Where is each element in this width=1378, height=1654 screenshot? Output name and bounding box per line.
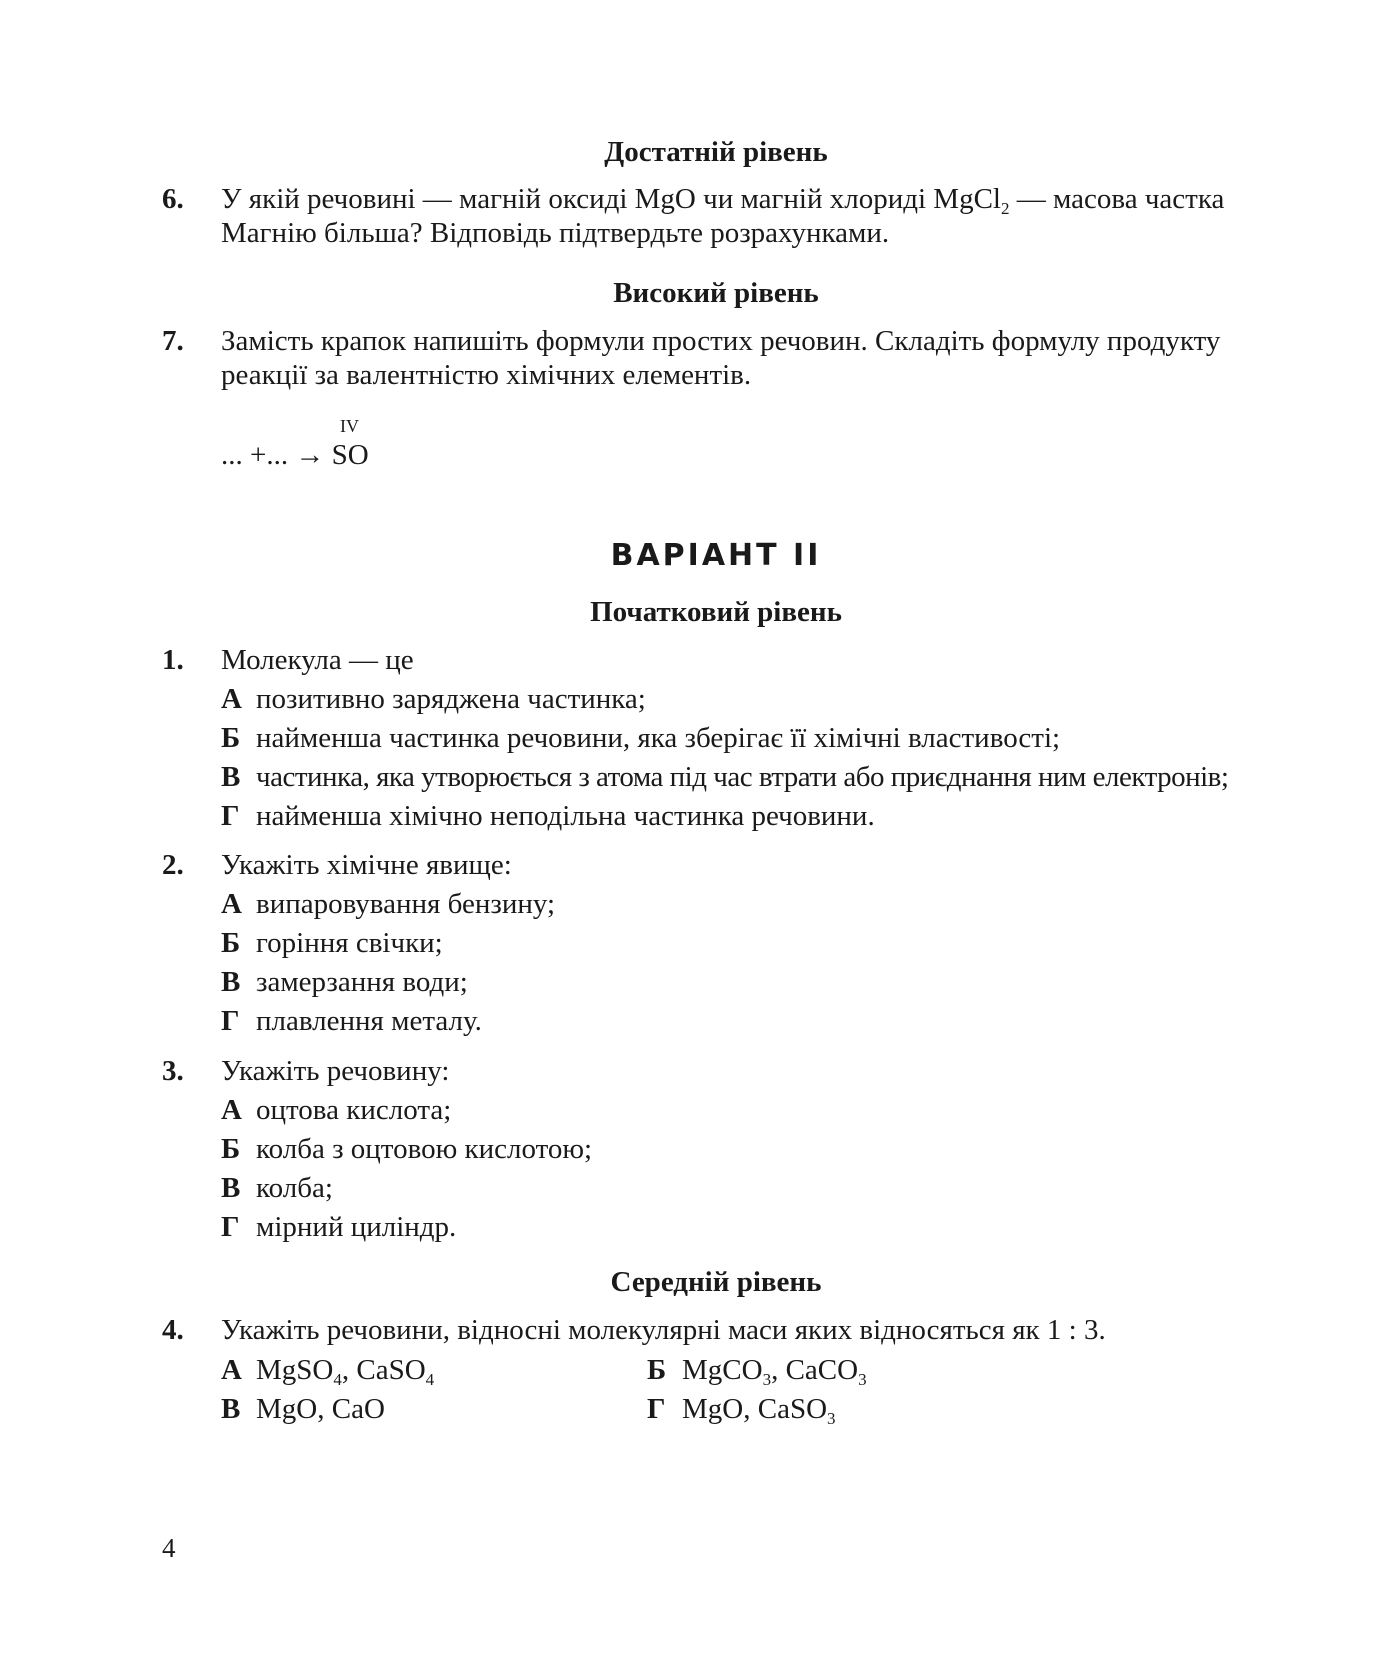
question-6-number: 6. — [162, 183, 184, 215]
question-3-option-v: В колба; — [221, 1172, 333, 1204]
question-6-text — [221, 182, 1281, 250]
question-1-option-v: В частинка, яка утворюється з атома під час втрати або приєднання ним електронів; — [221, 761, 1229, 793]
question-2-option-g: Г плавлення металу. — [221, 1005, 482, 1037]
section-heading-initial: Початковий рівень — [590, 596, 842, 628]
question-7-line-1: Замість крапок напишіть формули простих речовин. Складіть формулу продукту — [221, 325, 1221, 357]
question-1-text: Молекула — це — [221, 644, 414, 676]
question-1-option-g: Г найменша хімічно неподільна частинка речовини. — [221, 800, 875, 832]
question-4-option-b: Б MgCO$_3$, CaCO$_3$ — [647, 1354, 867, 1389]
valence-label: IV — [340, 416, 359, 436]
page-number: 4 — [162, 1533, 176, 1563]
question-3-option-a: А оцтова кислота; — [221, 1094, 452, 1126]
section-heading-high: Високий рівень — [613, 277, 819, 309]
question-4-text: Укажіть речовини, відносні молекулярні маси яких відносяться як 1 : 3. — [221, 1314, 1106, 1346]
question-6-line-2: Магнію більша? Відповідь підтвердьте розрахунками. — [221, 217, 890, 249]
question-4-option-g: Г MgO, CaSO$_3$ — [647, 1393, 836, 1428]
question-2-option-a: А випаровування бензину; — [221, 888, 556, 920]
question-4-option-a: А MgSO$_4$, CaSO$_4$ — [221, 1354, 435, 1389]
section-heading-sufficient: Достатній рівень — [604, 136, 828, 168]
section-heading-medium: Середній рівень — [610, 1266, 822, 1298]
question-2-number: 2. — [162, 849, 184, 881]
question-6-line-1: У якій речовині — магній оксиді MgO чи магній хлориді MgCl$_2$ — масова частка — [221, 183, 1225, 218]
question-1-number: 1. — [162, 644, 184, 676]
question-7-line-2: реакції за валентністю хімічних елементів. — [221, 359, 752, 391]
question-2-option-b: Б горіння свічки; — [221, 927, 443, 959]
question-3-number: 3. — [162, 1055, 184, 1087]
question-3-option-g: Г мірний циліндр. — [221, 1211, 457, 1243]
question-4-number: 4. — [162, 1314, 184, 1346]
question-4-option-v: В MgO, CaO — [221, 1393, 385, 1425]
reaction-equation: ... +... → SO — [221, 439, 369, 471]
question-7-text — [221, 324, 1281, 392]
variant-title: ВАРІАНТ II — [610, 538, 822, 573]
question-1-option-a: А позитивно заряджена частинка; — [221, 683, 646, 715]
question-2-text: Укажіть хімічне явище: — [221, 849, 512, 881]
question-3-option-b: Б колба з оцтовою кислотою; — [221, 1133, 593, 1165]
question-1-option-b: Б найменша частинка речовини, яка зберігає її хімічні властивості; — [221, 722, 1061, 754]
question-7-number: 7. — [162, 325, 184, 357]
question-2-option-v: В замерзання води; — [221, 966, 468, 998]
question-3-text: Укажіть речовину: — [221, 1055, 450, 1087]
